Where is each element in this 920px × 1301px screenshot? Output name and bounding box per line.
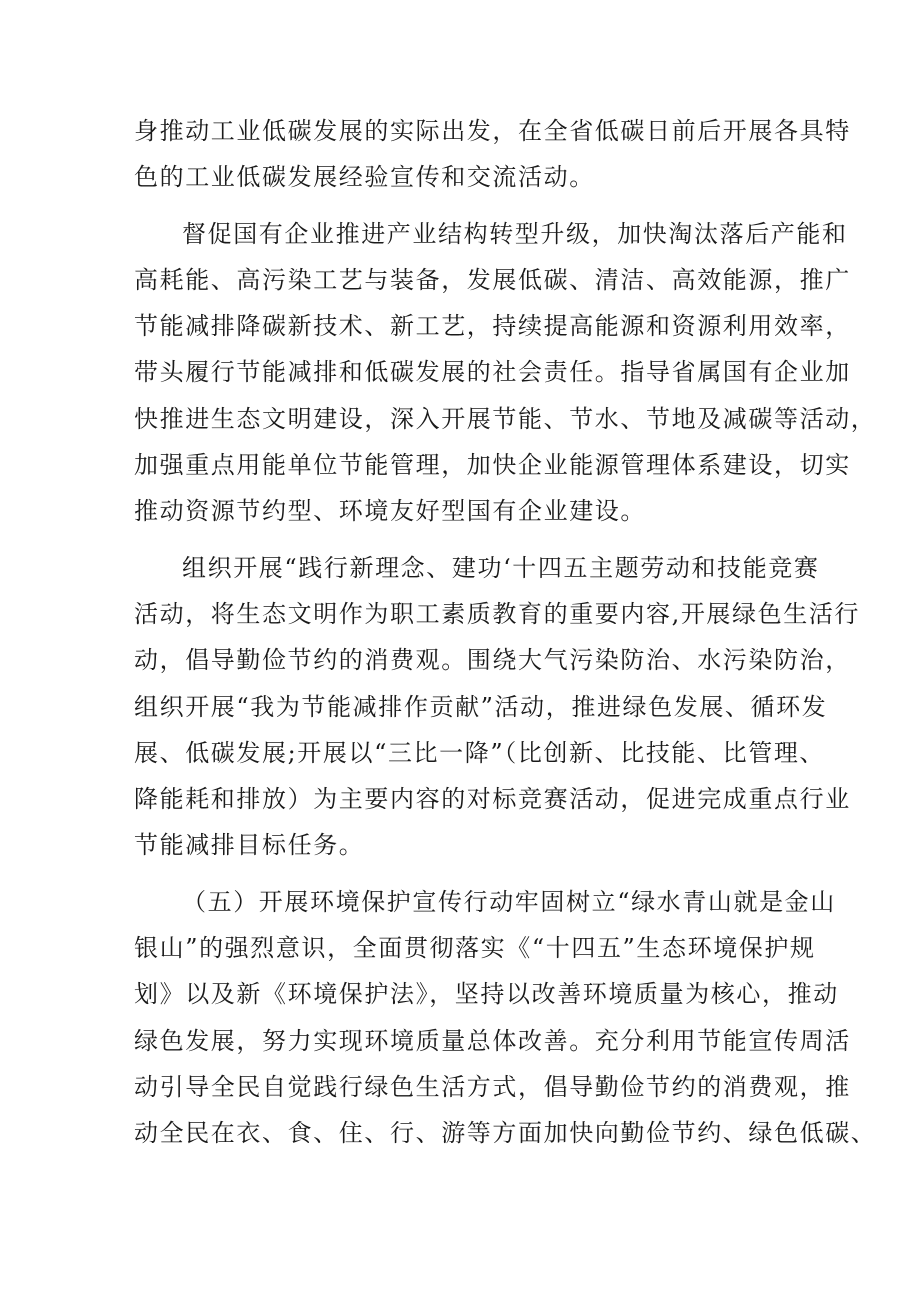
text-line: 身推动工业低碳发展的实际出发，在全省低碳日前后开展各具特	[134, 117, 851, 145]
text-line: 绿色发展，努力实现环境质量总体改善。充分利用节能宣传周活	[134, 1026, 851, 1055]
paragraph-2	[134, 211, 877, 535]
text-line: 划》以及新《环境保护法》，坚持以改善环境质量为核心，推动	[134, 980, 839, 1009]
text-line: （五）开展环境保护宣传行动牢固树立“绿水青山就是金山	[182, 887, 836, 916]
text-line: 快推进生态文明建设，深入开展节能、节水、节地及减碳等活动，	[134, 404, 877, 433]
text-line: 高耗能、高污染工艺与装备，发展低碳、清洁、高效能源，推广	[134, 265, 851, 294]
paragraph-3	[134, 545, 861, 869]
text-line: 活动，将生态文明作为职工素质教育的重要内容,开展绿色生活行	[134, 599, 861, 628]
paragraph-4	[134, 879, 877, 1157]
text-line: 色的工业低碳发展经验宣传和交流活动。	[134, 163, 595, 192]
text-line: 降能耗和排放）为主要内容的对标竞赛活动，促进完成重点行业	[134, 785, 851, 814]
text-line: 动，倡导勤俭节约的消费观。围绕大气污染防治、水污染防治，	[134, 646, 851, 675]
text-line: 组织开展“我为节能减排作贡献”活动，推进绿色发展、循环发	[134, 692, 828, 721]
text-line: 督促国有企业推进产业结构转型升级，加快淘汰落后产能和	[182, 219, 848, 248]
text-line: 展、低碳发展;开展以“三比一降”（比创新、比技能、比管理、	[134, 738, 826, 767]
text-line: 加强重点用能单位节能管理，加快企业能源管理体系建设，切实	[134, 451, 851, 480]
text-line: 银山”的强烈意识，全面贯彻落实《“十四五”生态环境保护规	[134, 934, 816, 963]
text-line: 推动资源节约型、环境友好型国有企业建设。	[134, 497, 646, 526]
text-line: 节能减排降碳新技术、新工艺，持续提高能源和资源利用效率，	[134, 312, 851, 341]
text-line: 带头履行节能减排和低碳发展的社会责任。指导省属国有企业加	[134, 358, 851, 387]
paragraph-1	[134, 108, 851, 201]
text-line: 动引导全民自觉践行绿色生活方式，倡导勤俭节约的消费观，推	[134, 1072, 851, 1101]
text-line: 节能减排目标任务。	[134, 831, 365, 860]
text-line: 组织开展“践行新理念、建功‘十四五主题劳动和技能竞赛	[182, 553, 820, 582]
text-line: 动全民在衣、食、住、行、游等方面加快向勤俭节约、绿色低碳、	[134, 1119, 877, 1148]
document-body	[134, 108, 877, 1167]
